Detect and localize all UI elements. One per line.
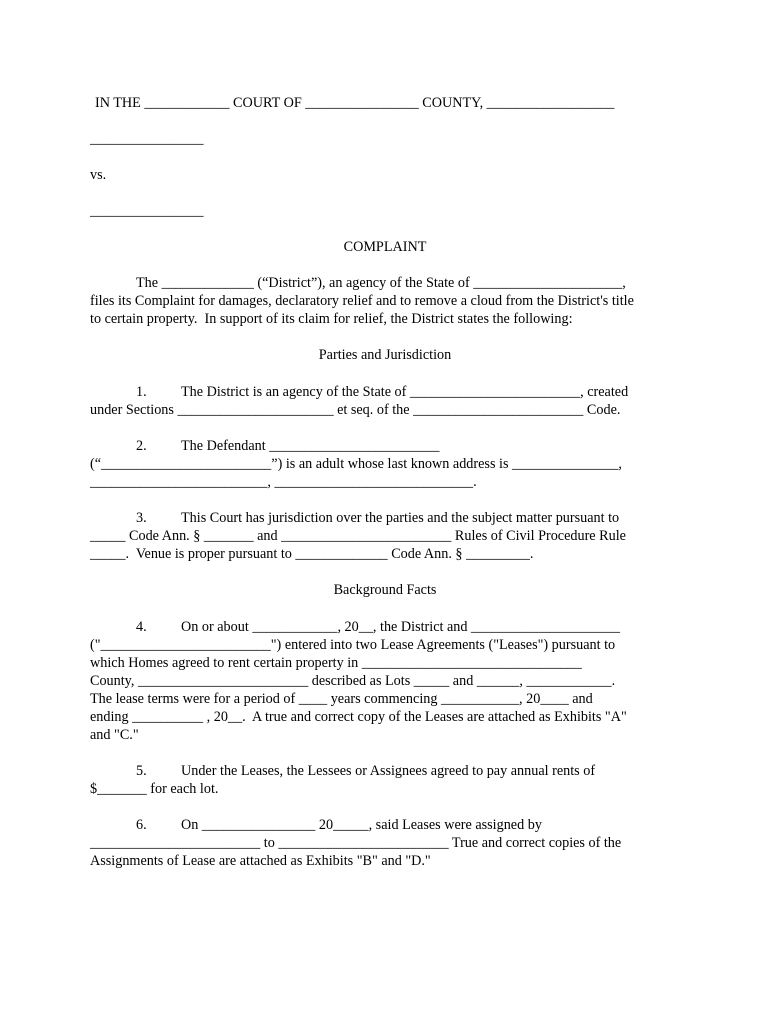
paragraph-line: The lease terms were for a period of ____ years commencing ___________, 20____ and [90,691,593,707]
court-caption-line: IN THE ____________ COURT OF ________________ COUNTY, __________________ [95,95,615,111]
paragraph-number: 3. [136,510,147,526]
defendant-name-blank: ________________ [90,203,204,219]
paragraph-number: 1. [136,384,147,400]
paragraph-line: This Court has jurisdiction over the parties and the subject matter pursuant to [181,510,620,526]
paragraph-number: 4. [136,619,147,635]
paragraph-line: ending __________ , 20__. A true and correct copy of the Leases are attached as Exhibits "A" [90,709,627,725]
paragraph-line: $_______ for each lot. [90,781,219,797]
intro-line: The _____________ (“District”), an agency of the State of _____________________, [136,275,626,291]
section-heading-background: Background Facts [333,582,437,598]
intro-line: files its Complaint for damages, declaratory relief and to remove a cloud from the District's title [90,293,634,309]
paragraph-line: The District is an agency of the State of ________________________, created [181,384,629,400]
paragraph-line: which Homes agreed to rent certain property in _______________________________ [90,655,582,671]
intro-line: to certain property. In support of its claim for relief, the District states the following: [90,311,573,327]
paragraph-line: _________________________, ____________________________. [90,474,477,490]
paragraph-line: On ________________ 20_____, said Leases were assigned by [181,817,542,833]
versus-label: vs. [90,167,107,183]
paragraph-number: 5. [136,763,147,779]
paragraph-line: County, ________________________ described as Lots _____ and ______, ____________. [90,673,616,689]
paragraph-line: (“________________________”) is an adult whose last known address is _______________, [90,456,622,472]
paragraph-line: ________________________ to ________________________ True and correct copies of the [90,835,622,851]
paragraph-line: _____ Code Ann. § _______ and ________________________ Rules of Civil Procedure Rule [90,528,626,544]
paragraph-number: 2. [136,438,147,454]
paragraph-line: under Sections ______________________ et seq. of the ________________________ Code. [90,402,621,418]
paragraph-line: The Defendant ________________________ [181,438,440,454]
paragraph-line: _____. Venue is proper pursuant to _____________ Code Ann. § _________. [90,546,534,562]
paragraph-line: Under the Leases, the Lessees or Assignees agreed to pay annual rents of [181,763,596,779]
paragraph-line: ("________________________") entered into two Lease Agreements ("Leases") pursuant to [90,637,616,653]
section-heading-parties: Parties and Jurisdiction [318,347,452,363]
paragraph-line: and "C." [90,727,139,743]
paragraph-number: 6. [136,817,147,833]
document-title: COMPLAINT [343,239,427,255]
paragraph-line: Assignments of Lease are attached as Exhibits "B" and "D." [90,853,431,869]
paragraph-line: On or about ____________, 20__, the District and _____________________ [181,619,620,635]
plaintiff-name-blank: ________________ [90,131,204,147]
